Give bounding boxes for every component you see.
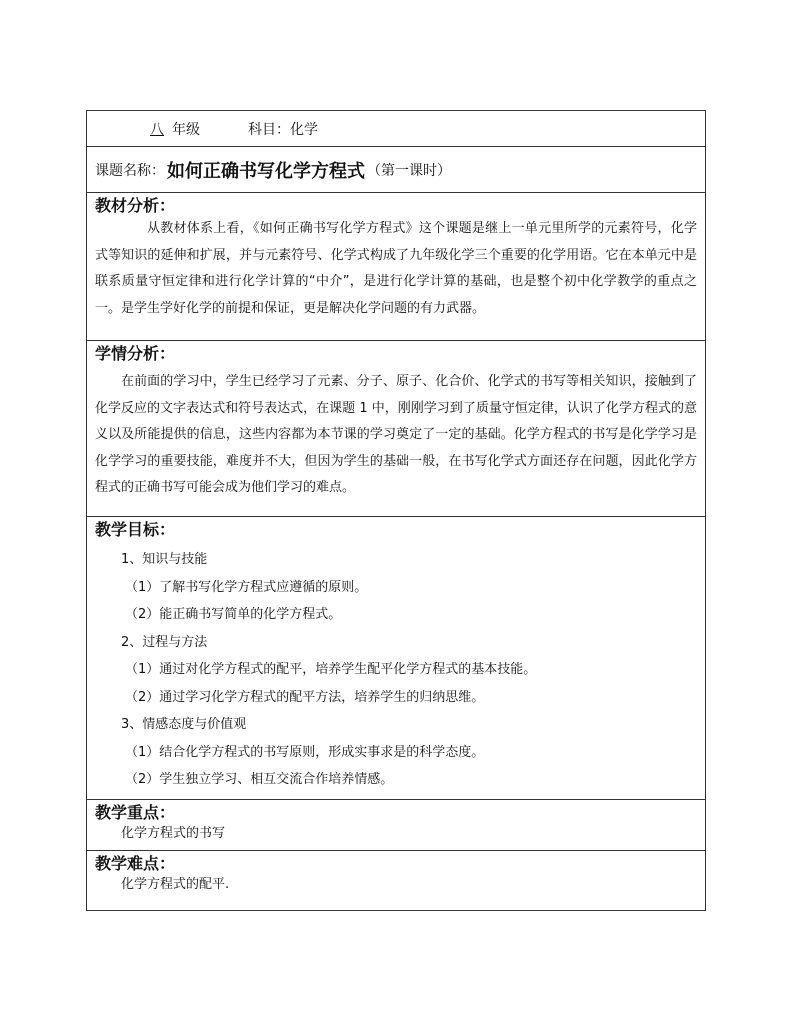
subject-label: 科目：化学 — [248, 121, 318, 138]
lesson-title: 如何正确书写化学方程式 — [167, 160, 365, 182]
goal-item: （2）学生独立学习、相互交流合作培养情感。 — [125, 772, 394, 787]
grade-subject-row — [87, 111, 705, 147]
goal-category: 3、情感态度与价值观 — [121, 717, 247, 732]
material-analysis-text: 从教材体系上看，《如何正确书写化学方程式》这个课题是继上一单元里所学的元素符号，化学式等知识的延伸和扩展，并与元素符号、化学式构成了九年级化学三个重要的化学用语。它在本单元中是联系质量守恒定律和进行化学计算的“中介”，是进行化学计算的基础，也是整个初中化学教学的重点之一。是学生学好化学的前提和保证，更是解决化学问题的有力武器。 — [95, 221, 697, 316]
learner-analysis-heading: 学情分析： — [95, 344, 176, 363]
title-label: 课题名称： — [95, 162, 165, 179]
learner-analysis-text: 在前面的学习中，学生已经学习了元素、分子、原子、化合价、化学式的书写等相关知识，接触到了化学反应的文字表达式和符号表达式，在课题 1 中，刚刚学习到了质量守恒定律，认识了化学方程式的意义以及所能提供的信息，这些内容都为本节课的学习奠定了一定的基础。化学方程式的书写是化学学习是化学学习的重要技能，难度并不大，但因为学生的基础一般，在书写化学式方面还存在问题，因此化学方程式的正确书写可能会成为他们学习的难点。 — [95, 374, 697, 495]
learner-analysis-section — [87, 344, 705, 517]
difficulty-text: 化学方程式的配平. — [121, 877, 230, 892]
goal-item: （1）了解书写化学方程式应遵循的原则。 — [125, 579, 368, 595]
teaching-goals-section — [87, 520, 705, 800]
key-point-text: 化学方程式的书写 — [121, 826, 226, 841]
goal-item: （1）结合化学方程式的书写原则，形成实事求是的科学态度。 — [125, 744, 485, 760]
lesson-plan-table — [86, 110, 706, 911]
material-analysis-section — [87, 196, 705, 341]
key-point-heading: 教学重点： — [95, 803, 176, 822]
goal-category: 1、知识与技能 — [121, 552, 208, 567]
goal-item: （1）通过对化学方程式的配平，培养学生配平化学方程式的基本技能。 — [125, 662, 537, 677]
goal-item: （2）能正确书写简单的化学方程式。 — [125, 607, 342, 622]
goal-category: 2、过程与方法 — [121, 634, 208, 650]
material-analysis-heading: 教材分析： — [95, 196, 176, 215]
key-point-section — [87, 803, 705, 851]
lesson-title-row — [87, 147, 705, 193]
difficulty-heading: 教学难点： — [95, 854, 176, 873]
difficulty-section — [87, 854, 705, 910]
grade-label: 年级 — [172, 121, 200, 138]
grade-value: 八 — [150, 121, 164, 138]
lesson-period: （第一课时） — [367, 162, 451, 179]
teaching-goals-list — [95, 546, 697, 794]
goal-item: （2）通过学习化学方程式的配平方法，培养学生的归纳思维。 — [125, 689, 485, 705]
teaching-goals-heading: 教学目标： — [95, 520, 176, 539]
